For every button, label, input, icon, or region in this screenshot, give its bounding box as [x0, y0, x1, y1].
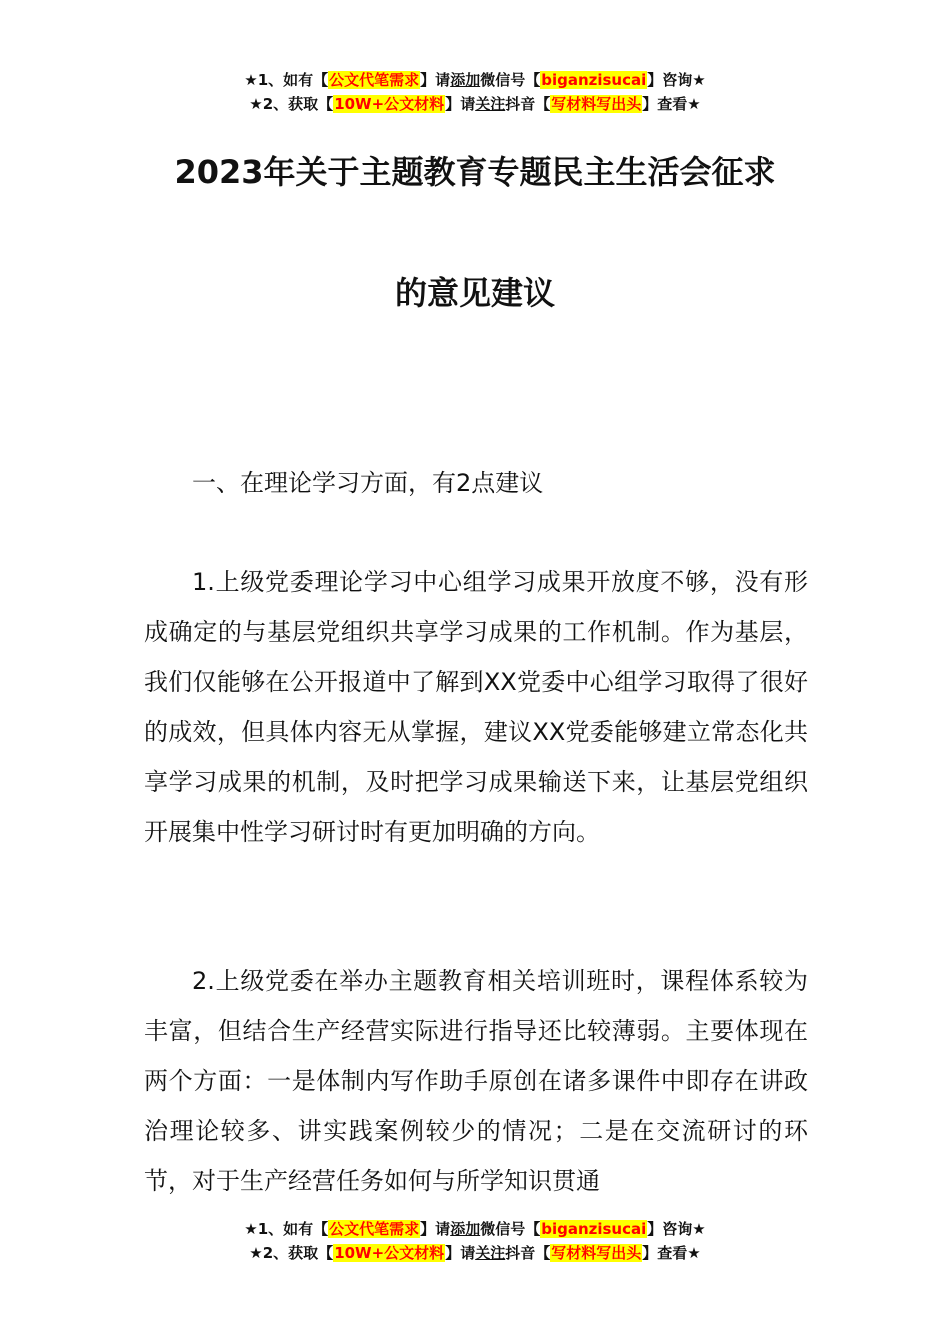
- banner-highlight: 公文代笔需求: [329, 71, 420, 89]
- banner-text: ★2、获取【: [249, 95, 334, 113]
- document-title-line-2: 的意见建议: [394, 274, 555, 312]
- paragraph-2: 2.上级党委在举办主题教育相关培训班时，课程体系较为丰富，但结合生产经营实际进行指导还比较薄弱。主要体现在两个方面：一是体制内写作助手原创在诸多课件中即存在讲政治理论较多、讲实践案例较少的情况；二是在交流研讨的环节，对于生产经营任务如何与所学知识贯通: [144, 967, 808, 1195]
- banner-text: 微信号【: [480, 1220, 541, 1238]
- banner-text: ★1、如有【: [244, 1220, 329, 1238]
- banner-text: 】查看★: [642, 1244, 701, 1262]
- banner-line-2: [0, 92, 950, 116]
- banner-highlight: 写材料写出头: [551, 95, 642, 113]
- header-banner: [0, 68, 950, 116]
- banner-underlined-text: 添加: [450, 71, 481, 89]
- banner-highlight: 10W+公文材料: [334, 95, 445, 113]
- banner-highlight: 公文代笔需求: [329, 1220, 420, 1238]
- banner-highlight: 写材料写出头: [551, 1244, 642, 1262]
- banner-line-2: [0, 1241, 950, 1265]
- banner-text: 】请: [445, 95, 476, 113]
- banner-text: 】请: [445, 1244, 476, 1262]
- banner-text: 】查看★: [642, 95, 701, 113]
- banner-highlight: 10W+公文材料: [334, 1244, 445, 1262]
- banner-highlight: biganzisucai: [541, 1220, 647, 1238]
- banner-text: 】请: [420, 1220, 451, 1238]
- footer-banner: [0, 1217, 950, 1265]
- banner-underlined-text: 关注: [475, 95, 506, 113]
- banner-underlined-text: 添加: [450, 1220, 481, 1238]
- banner-text: 微信号【: [480, 71, 541, 89]
- banner-text: 】咨询★: [647, 71, 706, 89]
- banner-text: 抖音【: [505, 1244, 551, 1262]
- banner-text: ★1、如有【: [244, 71, 329, 89]
- banner-highlight: biganzisucai: [541, 71, 647, 89]
- banner-text: 】咨询★: [647, 1220, 706, 1238]
- document-title-line-1: 2023年关于主题教育专题民主生活会征求: [174, 153, 776, 191]
- banner-line-1: [0, 68, 950, 92]
- banner-text: 抖音【: [505, 95, 551, 113]
- banner-underlined-text: 关注: [475, 1244, 506, 1262]
- section-heading: 一、在理论学习方面，有2点建议: [192, 469, 544, 497]
- banner-line-1: [0, 1217, 950, 1241]
- banner-text: 】请: [420, 71, 451, 89]
- banner-text: ★2、获取【: [249, 1244, 334, 1262]
- paragraph-1: 1.上级党委理论学习中心组学习成果开放度不够，没有形成确定的与基层党组织共享学习成果的工作机制。作为基层，我们仅能够在公开报道中了解到XX党委中心组学习取得了很好的成效，但具体内容无从掌握，建议XX党委能够建立常态化共享学习成果的机制，及时把学习成果输送下来，让基层党组织开展集中性学习研讨时有更加明确的方向。: [144, 568, 808, 846]
